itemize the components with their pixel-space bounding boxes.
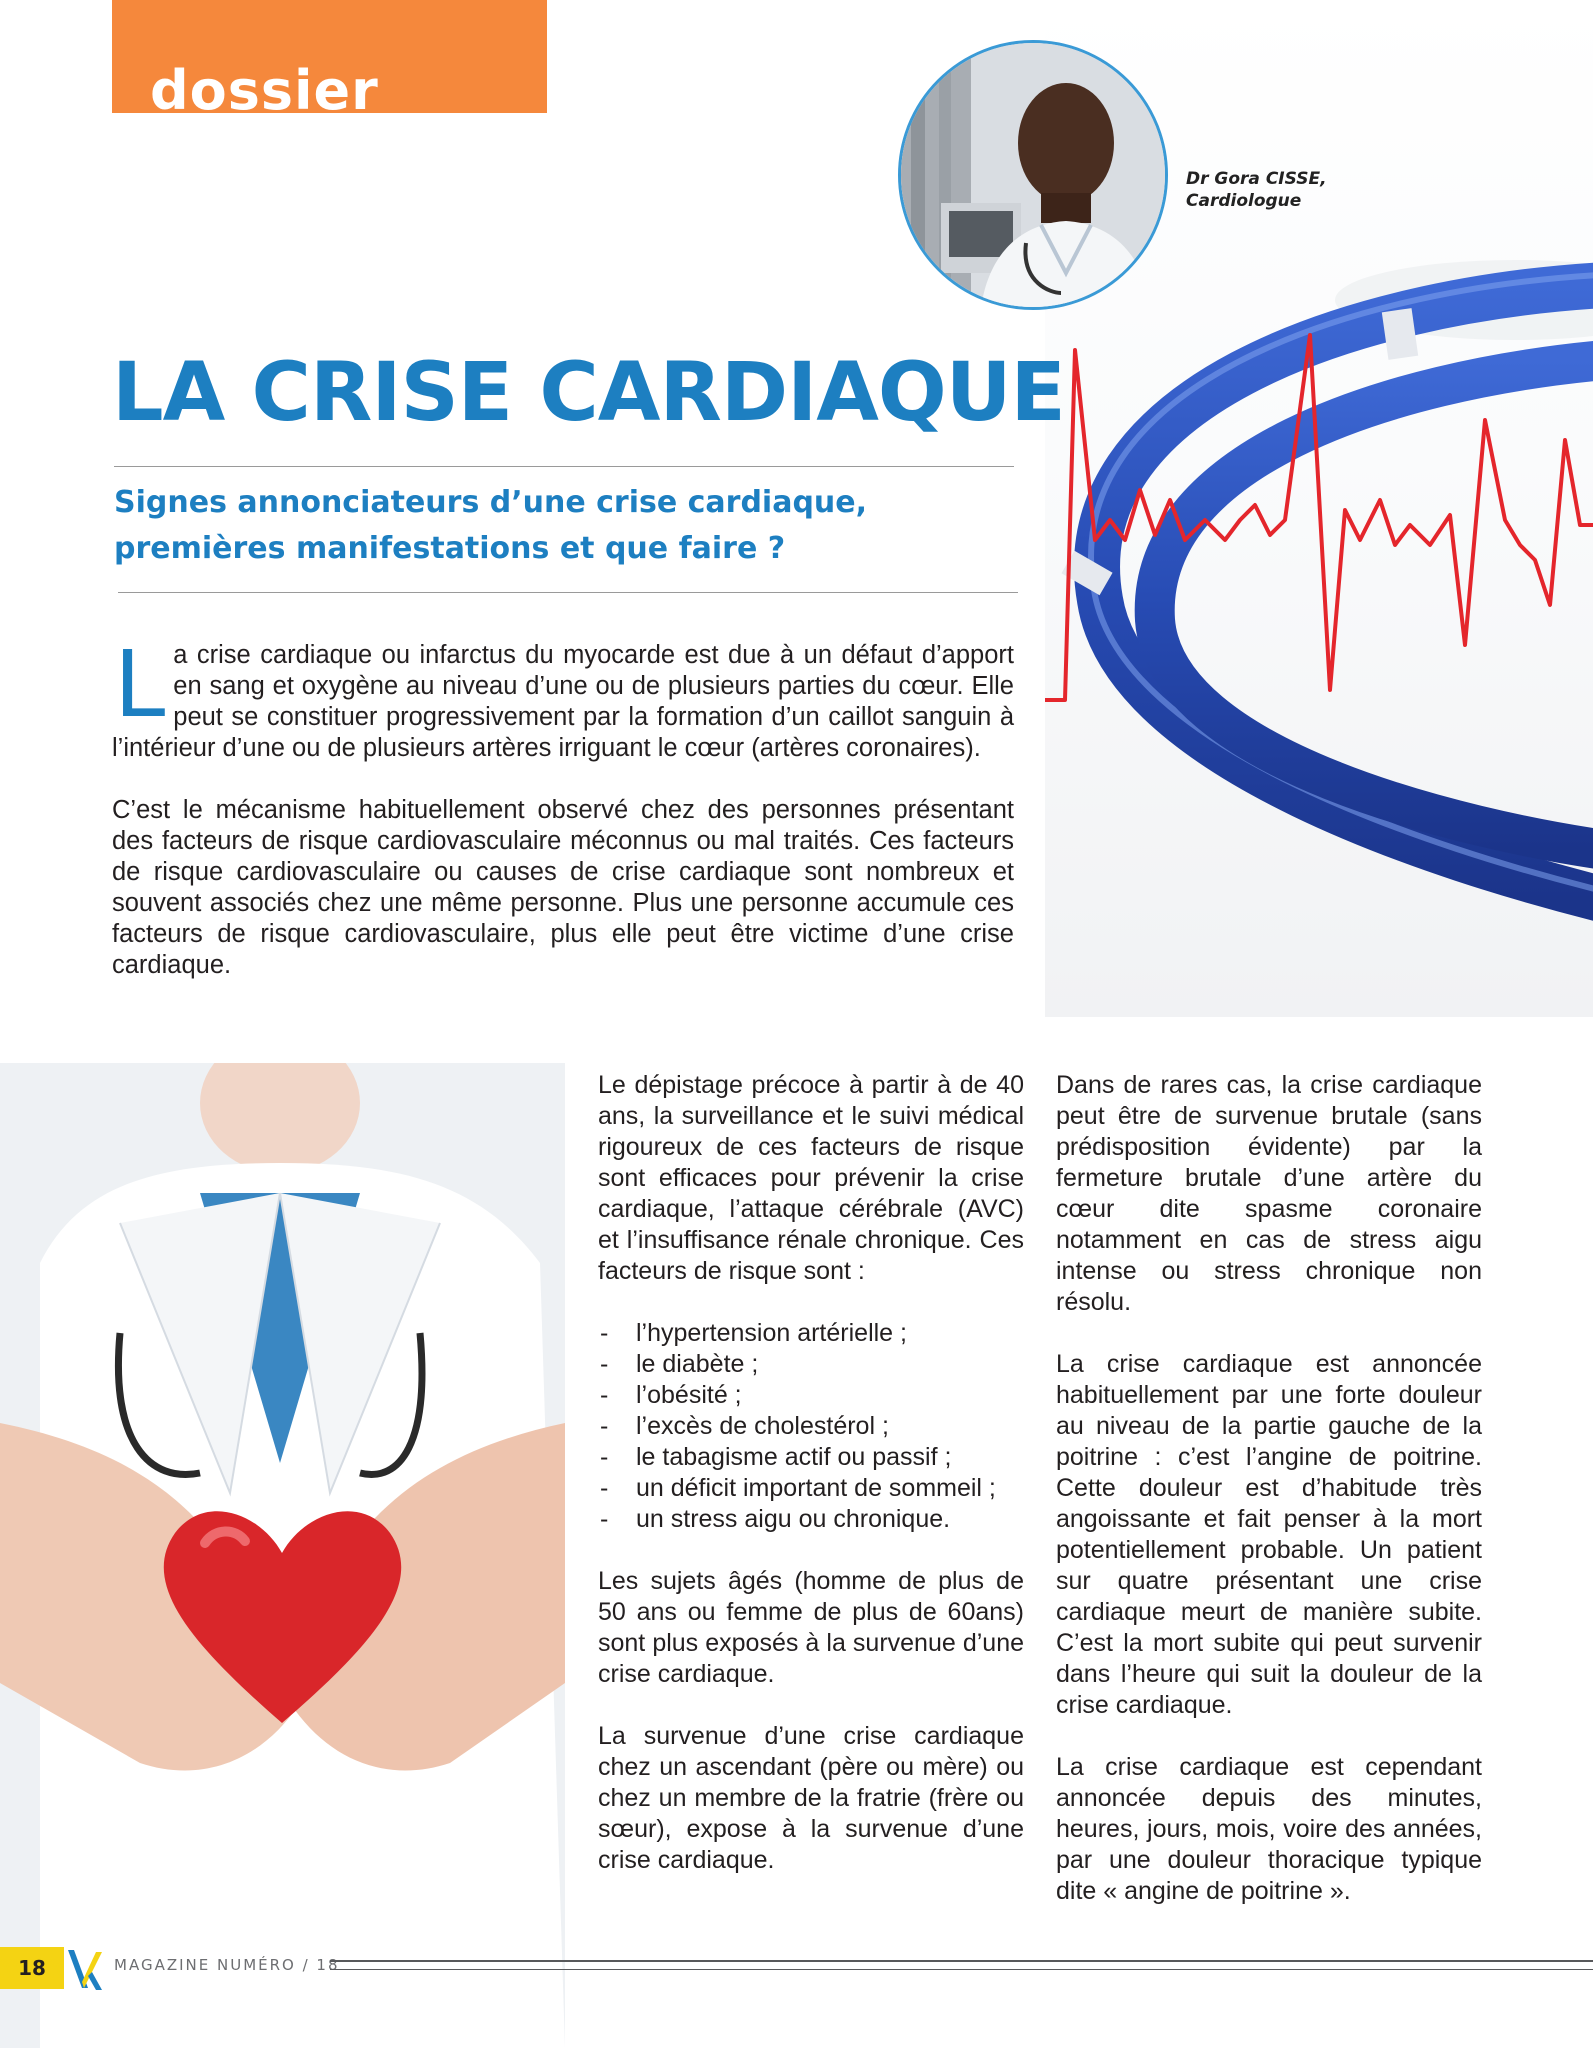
subtitle-line-2: premières manifestations et que faire ? [114,531,786,566]
footer-divider [330,1960,1593,1970]
list-item: - l’hypertension artérielle ; [598,1318,1024,1349]
list-item: - le diabète ; [598,1349,1024,1380]
col2-paragraph-1: Dans de rares cas, la crise cardiaque peut être de survenue brutale (sans prédisposition évidente) par la fermeture brutale d’une artère du cœur dite spasme coronaire notamment en cas de stress aigu intense ou stress chronique non résolu. [1056,1071,1482,1316]
subtitle-line-1: Signes annonciateurs d’une crise cardiaque, [114,485,868,520]
section-label: dossier [150,59,379,113]
page-number: 18 [0,1947,64,1989]
section-tab [112,0,547,113]
col2-paragraph-3: La crise cardiaque est cependant annoncée depuis des minutes, heures, jours, mois, voire des années, par une douleur thoracique typique dite « angine de poitrine ». [1056,1753,1482,1905]
list-item: - l’obésité ; [598,1380,1024,1411]
subtitle-divider [118,592,1018,593]
col1-paragraph-3: La survenue d’une crise cardiaque chez un ascendant (père ou mère) ou chez un membre de la fratrie (frère ou sœur), expose à la survenue d’une crise cardiaque. [598,1722,1024,1874]
col1-paragraph-1: Le dépistage précoce à partir à de 40 ans, la surveillance et le suivi médical rigoureux de ces facteurs de risque sont efficaces pour prévenir la crise cardiaque, l’attaque cérébrale (AVC) et l’insuffisance rénale chronique. Ces facteurs de risque sont : [598,1071,1024,1285]
portrait-caption [1186,168,1327,212]
title-divider [114,466,1014,467]
list-item: - un stress aigu ou chronique. [598,1504,1024,1535]
drop-cap: L [114,631,166,738]
list-item: - un déficit important de sommeil ; [598,1473,1024,1504]
article-title: LA CRISE CARDIAQUE [112,346,1065,440]
col1-paragraph-2: Les sujets âgés (homme de plus de 50 ans ou femme de plus de 60ans) sont plus exposés à la survenue d’une crise cardiaque. [598,1567,1024,1688]
list-item: - l’excès de cholestérol ; [598,1411,1024,1442]
doctor-heart-photo [0,1063,565,2048]
article-subtitle [114,480,1014,572]
article-column-1 [598,1070,1024,1907]
intro-paragraph-2: C’est le mécanisme habituellement observé chez des personnes présentant des facteurs de risque cardiovasculaire méconnus ou mal traités. Ces facteurs de risque cardiovasculaire ou causes de crise cardiaque sont nombreux et souvent associés chez une même personne. Plus une personne accumule ces facteurs de risque cardiovasculaire, plus elle peut être victime d’une crise cardiaque. [112,796,1014,979]
magazine-issue: MAGAZINE NUMÉRO / 18 [114,1956,340,1974]
doctor-portrait [898,40,1168,310]
intro-paragraph-1: La crise cardiaque ou infarctus du myocarde est due à un défaut d’apport en sang et oxygène au niveau d’une ou de plusieurs parties du cœur. Elle peut se constituer progressivement par la formation d’un caillot sanguin à l’intérieur d’une ou de plusieurs artères irriguant le cœur (artères coronaires). [112,631,1014,762]
magazine-logo-icon [66,1946,106,1992]
caption-name: Dr Gora CISSE, [1186,169,1327,189]
col2-paragraph-2: La crise cardiaque est annoncée habituellement par une forte douleur au niveau de la partie gauche de la poitrine : c’est l’angine de poitrine. Cette douleur est d’habitude très angoissante et fait penser à la mort potentiellement probable. Un patient sur quatre présentant une crise cardiaque meurt de manière subite. C’est la mort subite qui peut survenir dans l’heure qui suit la douleur de la crise cardiaque. [1056,1350,1482,1719]
list-item: - le tabagisme actif ou passif ; [598,1442,1024,1473]
caption-role: Cardiologue [1186,191,1302,211]
article-intro [112,631,1014,1012]
article-column-2 [1056,1070,1482,1938]
risk-factor-list [598,1318,1024,1535]
